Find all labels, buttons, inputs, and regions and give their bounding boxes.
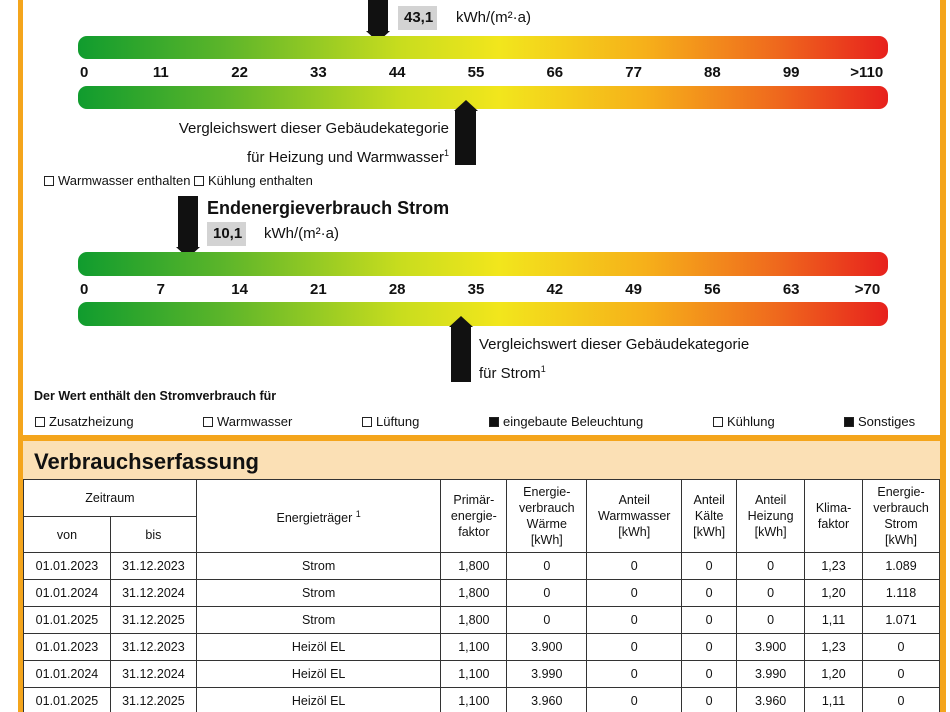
cell-klimafaktor: 1,20	[805, 661, 863, 688]
electricity-comparison-line1: Vergleichswert dieser Gebäudekategorie	[479, 336, 750, 353]
header-primaerenergiefaktor	[441, 480, 507, 553]
cell-von: 01.01.2023	[24, 634, 111, 661]
cell-warmwasser: 0	[587, 634, 682, 661]
table-row	[24, 634, 940, 661]
cell-strom: 0	[863, 634, 940, 661]
cell-klimafaktor: 1,20	[805, 580, 863, 607]
cell-energietraeger: Heizöl EL	[196, 688, 441, 712]
header-line: [kWh]	[885, 533, 917, 547]
cell-klimafaktor: 1,11	[805, 607, 863, 634]
heating-scale-label: 22	[231, 64, 248, 81]
option-cooling[interactable]	[194, 173, 313, 188]
header-line: Klima-	[815, 501, 852, 515]
cell-bis: 31.12.2025	[110, 607, 196, 634]
heating-scale-bar-bottom	[78, 86, 888, 109]
cell-waerme: 0	[507, 553, 587, 580]
strom-usage-heading: Der Wert enthält den Stromverbrauch für	[34, 389, 277, 403]
section-header	[23, 441, 940, 479]
heating-comparison-text	[149, 116, 449, 170]
cell-warmwasser: 0	[587, 661, 682, 688]
cell-energietraeger: Heizöl EL	[196, 661, 441, 688]
electricity-title: Endenergieverbrauch Strom	[207, 198, 450, 218]
cell-waerme: 3.990	[507, 661, 587, 688]
heating-scale-label: 44	[388, 64, 406, 81]
checkbox-checked-icon	[844, 417, 854, 427]
section-title: Verbrauchserfassung	[34, 449, 259, 474]
electricity-scale-label: 7	[156, 281, 165, 298]
cell-warmwasser: 0	[587, 688, 682, 712]
cell-bis: 31.12.2024	[110, 580, 196, 607]
strom-usage-item-label: Lüftung	[376, 414, 420, 429]
cell-strom: 0	[863, 688, 940, 712]
header-line: [kWh]	[754, 525, 787, 539]
header-zeitraum: Zeitraum	[24, 480, 197, 517]
cell-warmwasser: 0	[587, 607, 682, 634]
header-energieverbrauch-strom	[863, 480, 940, 553]
table-row	[24, 553, 940, 580]
cell-kaelte: 0	[682, 580, 737, 607]
cell-primaerfaktor: 1,100	[441, 661, 507, 688]
header-line: verbrauch	[518, 501, 575, 515]
heating-scale-label: 11	[152, 64, 169, 81]
cell-strom: 1.071	[863, 607, 940, 634]
electricity-scale-label: 28	[388, 281, 406, 298]
cell-kaelte: 0	[682, 607, 737, 634]
cell-primaerfaktor: 1,100	[441, 634, 507, 661]
header-energietraeger-sup: 1	[355, 508, 361, 519]
checkbox-icon	[194, 176, 204, 186]
header-line: Kälte	[694, 509, 724, 523]
heating-scale-label: >110	[850, 64, 884, 81]
header-line: Wärme	[526, 517, 567, 531]
heating-scale-label: 66	[546, 64, 564, 81]
electricity-comparison-line2: für Strom	[479, 365, 541, 382]
cell-heizung: 0	[737, 553, 805, 580]
header-line: Primär-	[453, 493, 495, 507]
electricity-scale-label: 49	[625, 281, 642, 298]
header-line: Energie-	[877, 485, 925, 499]
cell-warmwasser: 0	[587, 553, 682, 580]
cell-waerme: 0	[507, 607, 587, 634]
cell-strom: 1.089	[863, 553, 940, 580]
cell-kaelte: 0	[682, 634, 737, 661]
strom-usage-item[interactable]	[362, 414, 419, 429]
cell-heizung: 0	[737, 580, 805, 607]
header-line: faktor	[817, 517, 850, 531]
cell-heizung: 3.900	[737, 634, 805, 661]
strom-usage-item-label: Zusatzheizung	[49, 414, 134, 429]
cell-energietraeger: Strom	[196, 580, 441, 607]
electricity-scale-label: 35	[467, 281, 485, 298]
header-line: Strom	[884, 517, 918, 531]
heating-value-marker	[368, 0, 388, 32]
cell-energietraeger: Strom	[196, 553, 441, 580]
header-line: Anteil	[693, 493, 725, 507]
cell-klimafaktor: 1,23	[805, 634, 863, 661]
checkbox-icon	[44, 176, 54, 186]
electricity-scale-label: 42	[546, 281, 564, 298]
strom-usage-item-label: Kühlung	[727, 414, 775, 429]
electricity-comparison-text	[479, 332, 749, 386]
cell-waerme: 3.960	[507, 688, 587, 712]
option-cooling-label: Kühlung enthalten	[208, 173, 313, 188]
strom-usage-item[interactable]	[713, 414, 775, 429]
table-row	[24, 607, 940, 634]
consumption-table	[23, 479, 940, 712]
cell-primaerfaktor: 1,100	[441, 688, 507, 712]
header-von: von	[24, 517, 111, 553]
heating-scale-label: 88	[704, 64, 721, 81]
cell-von: 01.01.2024	[24, 580, 111, 607]
table-row	[24, 688, 940, 712]
cell-energietraeger: Strom	[196, 607, 441, 634]
electricity-value: 10,1	[207, 222, 246, 246]
electricity-comparison-marker	[451, 326, 471, 382]
header-line: verbrauch	[873, 501, 929, 515]
cell-von: 01.01.2023	[24, 553, 111, 580]
header-line: [kWh]	[693, 525, 726, 539]
header-line: Energie-	[523, 485, 571, 499]
electricity-comparison-line2-wrap	[479, 357, 749, 386]
electricity-scale-label: >70	[854, 281, 881, 298]
cell-strom: 1.118	[863, 580, 940, 607]
header-line: Warmwasser	[597, 509, 671, 523]
cell-bis: 31.12.2023	[110, 553, 196, 580]
cell-strom: 0	[863, 661, 940, 688]
cell-primaerfaktor: 1,800	[441, 580, 507, 607]
cell-primaerfaktor: 1,800	[441, 553, 507, 580]
heating-value: 43,1	[398, 6, 437, 30]
heating-scale-label: 55	[467, 64, 485, 81]
header-energietraeger-label: Energieträger	[276, 511, 353, 526]
strom-usage-item[interactable]	[844, 414, 915, 429]
heating-comparison-line1: Vergleichswert dieser Gebäudekategorie	[178, 120, 449, 137]
electricity-scale-bar-bottom	[78, 302, 888, 326]
heating-scale-label: 99	[782, 64, 800, 81]
header-klimafaktor	[805, 480, 863, 553]
heating-comparison-line2-wrap	[149, 141, 449, 170]
cell-von: 01.01.2024	[24, 661, 111, 688]
header-line: Anteil	[754, 493, 787, 507]
strom-usage-item[interactable]	[489, 414, 643, 429]
header-energietraeger	[196, 480, 441, 553]
strom-usage-item-label: Sonstiges	[858, 414, 916, 429]
cell-energietraeger: Heizöl EL	[196, 634, 441, 661]
strom-usage-item[interactable]	[35, 414, 134, 429]
heating-unit: kWh/(m²·a)	[456, 9, 531, 26]
header-line: [kWh]	[618, 525, 651, 539]
heating-comparison-line2: für Heizung und Warmwasser	[246, 149, 444, 166]
electricity-scale-label: 14	[231, 281, 248, 298]
cell-primaerfaktor: 1,800	[441, 607, 507, 634]
table-row	[24, 661, 940, 688]
header-line: energie-	[450, 509, 497, 523]
cell-von: 01.01.2025	[24, 607, 111, 634]
header-anteil-heizung	[737, 480, 805, 553]
checkbox-icon	[35, 417, 45, 427]
header-line: [kWh]	[530, 533, 563, 547]
electricity-scale-label: 21	[310, 281, 327, 298]
electricity-unit: kWh/(m²·a)	[264, 225, 339, 242]
strom-usage-item-label: eingebaute Beleuchtung	[503, 414, 644, 429]
cell-kaelte: 0	[682, 688, 737, 712]
option-warmwater[interactable]	[44, 173, 190, 188]
cell-bis: 31.12.2025	[110, 688, 196, 712]
header-line: Heizung	[747, 509, 794, 523]
cell-heizung: 3.990	[737, 661, 805, 688]
header-energieverbrauch-waerme	[507, 480, 587, 553]
cell-klimafaktor: 1,23	[805, 553, 863, 580]
checkbox-icon	[713, 417, 723, 427]
heating-scale-label: 77	[625, 64, 642, 81]
header-anteil-kaelte	[682, 480, 737, 553]
cell-bis: 31.12.2023	[110, 634, 196, 661]
cell-kaelte: 0	[682, 553, 737, 580]
option-warmwater-label: Warmwasser enthalten	[58, 173, 191, 188]
cell-heizung: 0	[737, 607, 805, 634]
cell-bis: 31.12.2024	[110, 661, 196, 688]
table-row	[24, 580, 940, 607]
header-anteil-warmwasser	[587, 480, 682, 553]
checkbox-checked-icon	[489, 417, 499, 427]
checkbox-icon	[362, 417, 372, 427]
heating-scale-label: 0	[80, 64, 89, 81]
cell-waerme: 0	[507, 580, 587, 607]
electricity-scale-label: 56	[704, 281, 721, 298]
heating-comparison-sup: 1	[443, 148, 449, 158]
heating-scale-bar-top	[78, 36, 888, 59]
strom-usage-item[interactable]	[203, 414, 292, 429]
cell-klimafaktor: 1,11	[805, 688, 863, 712]
electricity-scale-label: 0	[80, 281, 89, 298]
header-line: Anteil	[618, 493, 650, 507]
electricity-comparison-sup: 1	[540, 364, 546, 374]
header-line: faktor	[458, 525, 490, 539]
heating-scale-label: 33	[310, 64, 327, 81]
electricity-value-marker	[178, 196, 198, 248]
cell-heizung: 3.960	[737, 688, 805, 712]
cell-kaelte: 0	[682, 661, 737, 688]
electricity-scale-bar-top	[78, 252, 888, 276]
heating-comparison-marker	[455, 110, 476, 165]
electricity-scale-label: 63	[782, 281, 800, 298]
cell-warmwasser: 0	[587, 580, 682, 607]
header-bis: bis	[110, 517, 196, 553]
checkbox-icon	[203, 417, 213, 427]
cell-von: 01.01.2025	[24, 688, 111, 712]
cell-waerme: 3.900	[507, 634, 587, 661]
strom-usage-item-label: Warmwasser	[217, 414, 293, 429]
frame-right	[940, 0, 946, 712]
